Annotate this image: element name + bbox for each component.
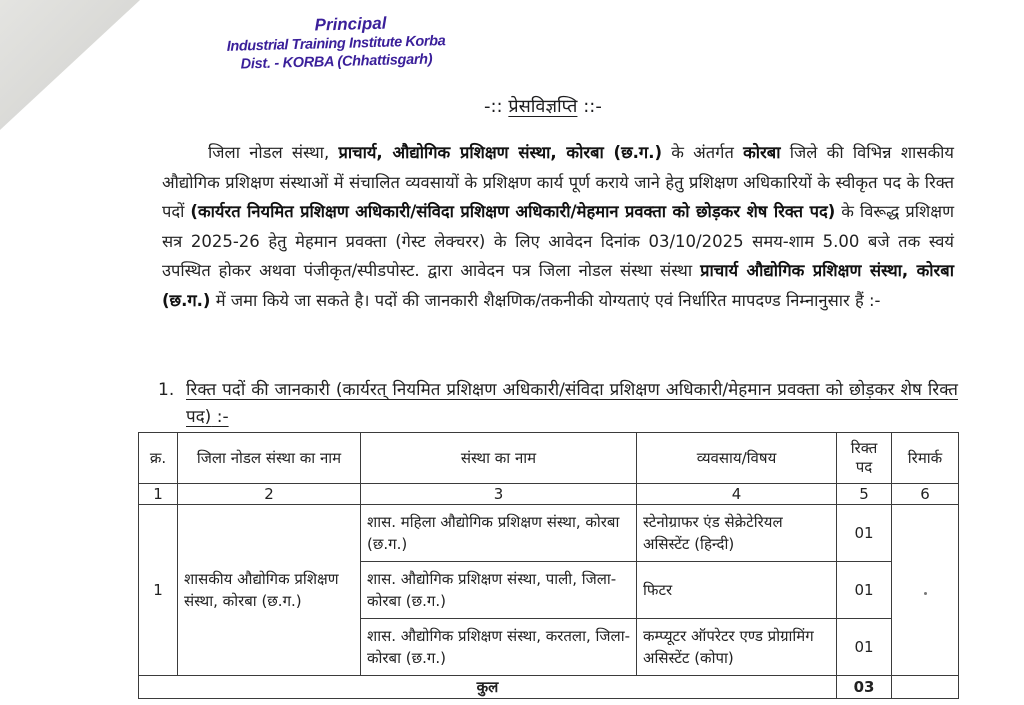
vacant-cell: 01 [837,562,892,619]
column-number: 3 [361,484,637,505]
para-bold-exclusion: (कार्यरत नियमित प्रशिक्षण अधिकारी/संविदा प्रशिक्षण अधिकारी/मेहमान प्रवक्ता को छोड़कर शेष रिक्त पद) [190,202,836,221]
para-bold-nodal-institute: प्राचार्य, औद्योगिक प्रशिक्षण संस्था, कोरबा (छ.ग.) [338,143,663,162]
header-remark: रिमार्क [892,433,959,484]
institute-cell: शास. औद्योगिक प्रशिक्षण संस्था, पाली, जिला-कोरबा (छ.ग.) [361,562,637,619]
folded-page-corner [0,0,140,130]
column-number: 1 [139,484,178,505]
para-bold-submission-address: प्राचार्य औद्योगिक प्रशिक्षण संस्था, कोरबा (छ.ग.) [162,261,954,310]
principal-stamp [195,11,476,74]
section-vacancy-heading [158,377,958,431]
column-number: 6 [892,484,959,505]
press-release-paragraph [162,138,954,315]
column-number: 5 [837,484,892,505]
vacancy-table [138,432,959,699]
nodal-institute-cell: शासकीय औद्योगिक प्रशिक्षण संस्था, कोरबा (छ.ग.) [178,505,361,676]
para-text: में जमा किये जा सकते है। पदों की जानकारी शैक्षणिक/तकनीकी योग्यताएं एवं निर्धारित मापदण्ड निम्नानुसार हैं :- [210,290,881,310]
title-suffix: ::- [583,96,602,117]
stamp-institute: Industrial Training Institute Korba [226,33,446,55]
title-text: प्रेसविज्ञप्ति [508,96,578,117]
para-text: जिला नोडल संस्था, [208,143,339,162]
trade-cell: कम्प्यूटर ऑपरेटर एण्ड प्रोग्रामिंग असिस्टेंट (कोपा) [637,619,837,676]
header-trade: व्यवसाय/विषय [637,433,837,484]
total-value: 03 [837,676,892,699]
header-serial: क्र. [139,433,178,484]
vacant-cell: 01 [837,619,892,676]
serial-cell: 1 [139,505,178,676]
para-text: के अंतर्गत [662,143,744,162]
title-prefix: -:: [484,96,503,117]
trade-cell: फिटर [637,562,837,619]
header-nodal-institute: जिला नोडल संस्था का नाम [178,433,361,484]
page-title [484,95,602,119]
table-header-row [139,433,959,484]
column-number: 2 [178,484,361,505]
para-text: जिले की विभिन्न शासकीय औद्योगिक प्रशिक्षण संस्थाओं में संचालित व्यवसायों के प्रशिक्षण कार्य पूर्ण कराये जाने हेतु प्रशिक्षण अधिकारियों के स्वीकृत पद के रिक्त पदों [162,143,954,221]
remark-cell [892,505,959,676]
header-vacant-posts: रिक्त पद [837,433,892,484]
vacant-cell: 01 [837,505,892,562]
column-number-row [139,484,959,505]
stamp-title: Principal [314,13,387,35]
header-institute-name: संस्था का नाम [361,433,637,484]
table-row [139,505,959,562]
stray-mark [924,592,927,595]
total-label: कुल [139,676,837,699]
para-text: के विरूद्ध प्रशिक्षण सत्र 2025-26 हेतु मेहमान प्रवक्ता (गेस्ट लेक्चरर) के लिए आवेदन दिनांक 03/10/2025 समय-शाम 5.00 बजे तक स्वयं उपस्थित होकर अथवा पंजीकृत/स्पीडपोस्ट. द्वारा आवेदन पत्र जिला नोडल संस्था संस्था [162,202,955,280]
stamp-district: Dist. - KORBA (Chhattisgarh) [240,51,433,73]
section-heading-tail: :- [211,407,229,427]
section-number: 1. [158,380,175,400]
para-bold-district: कोरबा [743,143,781,162]
total-remark-cell [892,676,959,699]
total-row [139,676,959,699]
institute-cell: शास. महिला औद्योगिक प्रशिक्षण संस्था, कोरबा (छ.ग.) [361,505,637,562]
institute-cell: शास. औद्योगिक प्रशिक्षण संस्था, करतला, जिला-कोरबा (छ.ग.) [361,619,637,676]
column-number: 4 [637,484,837,505]
section-heading: रिक्त पदों की जानकारी (कार्यरत् नियमित प्रशिक्षण अधिकारी/संविदा प्रशिक्षण अधिकारी/मेहमान प्रवक्ता को छोड़कर शेष रिक्त पद) [186,380,958,427]
trade-cell: स्टेनोग्राफर एंड सेक्रेटेरियल असिस्टेंट (हिन्दी) [637,505,837,562]
